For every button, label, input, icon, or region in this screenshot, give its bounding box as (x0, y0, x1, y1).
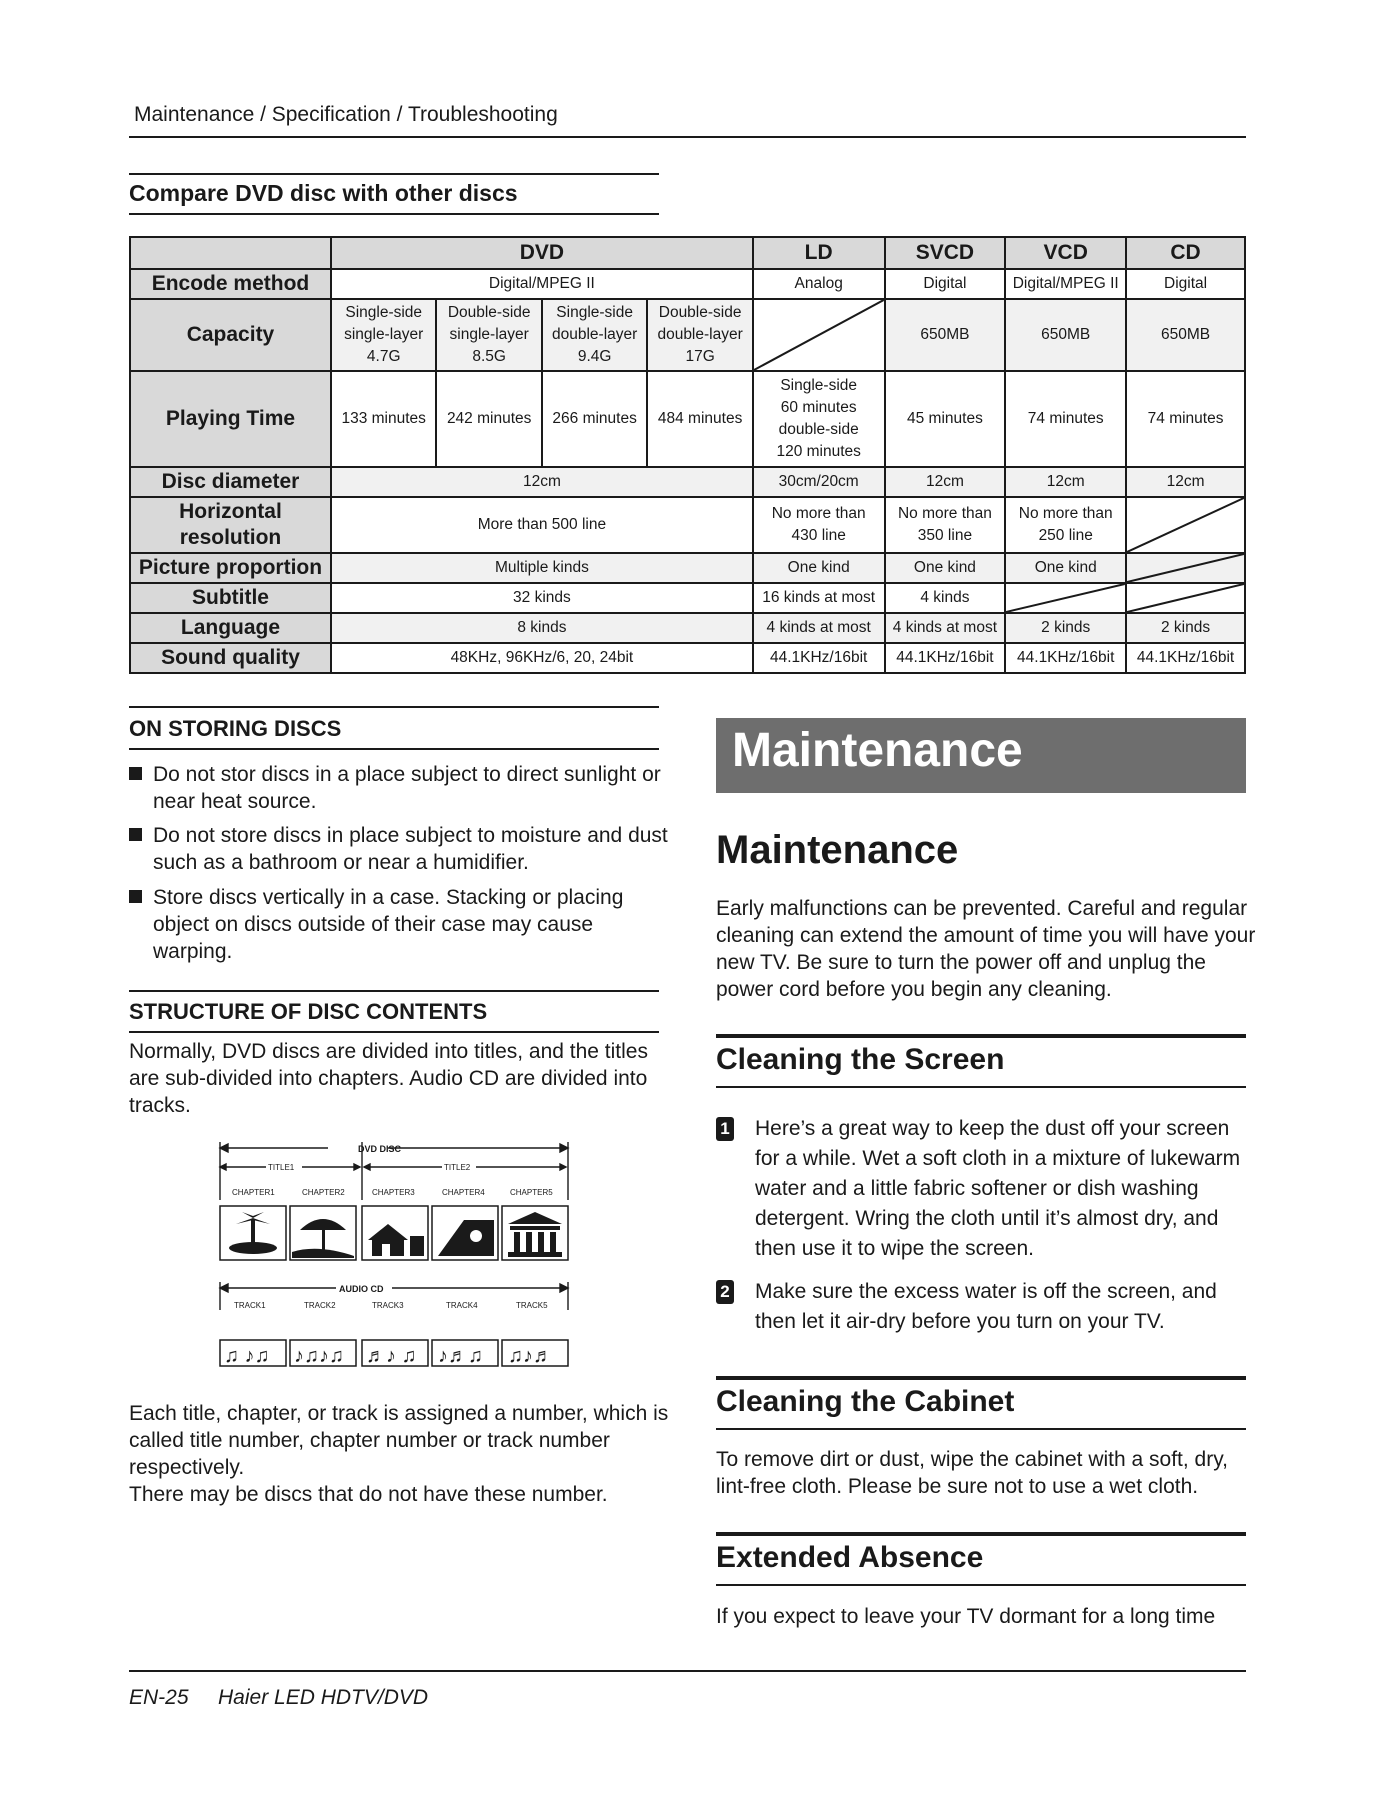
chapter-label: CHAPTER3 (372, 1188, 415, 1197)
absence-top-rule (716, 1532, 1246, 1536)
storing-top-rule (129, 706, 659, 708)
chapter-label: CHAPTER1 (232, 1188, 275, 1197)
row-header: Subtitle (130, 583, 331, 613)
cabinet-bottom-rule (716, 1428, 1246, 1430)
empty-slash-cell (1126, 583, 1245, 613)
absence-text: If you expect to leave your TV dormant for a long time (716, 1605, 1216, 1628)
table-row (130, 497, 1245, 553)
structure-bottom-rule (129, 1031, 659, 1033)
maintenance-intro: Early malfunctions can be prevented. Careful and regular cleaning can extend the amount of time you will have your new TV. Be sure to turn the power off and unplug the power cord before you begin any cleaning. (716, 897, 1256, 1001)
track-label: TRACK2 (304, 1301, 336, 1310)
empty-slash-cell (1005, 583, 1126, 613)
music-notes-icon: ♪♬♫ (438, 1345, 483, 1367)
track-label: TRACK3 (372, 1301, 404, 1310)
storing-title: ON STORING DISCS (129, 716, 342, 741)
dvd-disc-label: DVD DISC (358, 1144, 402, 1154)
table-header-row (130, 237, 1245, 269)
table-cell: 8 kinds (331, 613, 753, 643)
row-header: Encode method (130, 269, 331, 299)
music-notes-icon: ♪♫♪♫ (294, 1345, 344, 1367)
structure-top-rule (129, 990, 659, 992)
table-cell: No more than 250 line (1005, 497, 1126, 553)
table-row (130, 583, 1245, 613)
col-header-dvd: DVD (331, 237, 753, 269)
chapter-label: CHAPTER4 (442, 1188, 485, 1197)
compare-title-top-rule (129, 173, 659, 175)
music-notes-icon: ♫ ♪♫ (224, 1345, 270, 1367)
compare-title: Compare DVD disc with other discs (129, 180, 518, 206)
table-cell: Single-side single-layer 4.7G (331, 299, 436, 371)
screen-bottom-rule (716, 1086, 1246, 1088)
disc-structure-diagram (218, 1140, 570, 1372)
track-label: TRACK5 (516, 1301, 548, 1310)
table-row (130, 467, 1245, 497)
table-cell: Single-side double-layer 9.4G (542, 299, 647, 371)
table-cell: 44.1KHz/16bit (885, 643, 1006, 673)
bullet-square-icon (129, 767, 142, 780)
step-number: 1 (716, 1117, 734, 1141)
table-cell: 650MB (1005, 299, 1126, 371)
table-cell: 44.1KHz/16bit (1126, 643, 1245, 673)
table-cell: 242 minutes (436, 371, 541, 467)
cabinet-text: To remove dirt or dust, wipe the cabinet with a soft, dry, lint-free cloth. Please be sure not to use a wet cloth. (716, 1448, 1229, 1498)
audio-cd-label: AUDIO CD (339, 1284, 384, 1294)
table-cell: Multiple kinds (331, 553, 753, 583)
col-header-cd: CD (1126, 237, 1245, 269)
structure-note: There may be discs that do not have these number. (129, 1483, 608, 1506)
col-header-ld: LD (753, 237, 885, 269)
page-number: EN-25 (129, 1686, 189, 1709)
table-cell: 133 minutes (331, 371, 436, 467)
list-item: Store discs vertically in a case. Stacking or placing object on discs outside of their case may cause warping. (129, 884, 669, 965)
bullet-square-icon (129, 890, 142, 903)
storing-bottom-rule (129, 748, 659, 750)
table-cell: Digital/MPEG II (1005, 269, 1126, 299)
empty-slash-cell (1126, 497, 1245, 553)
table-cell: 12cm (1126, 467, 1245, 497)
chapter-label: CHAPTER2 (302, 1188, 345, 1197)
row-header: Capacity (130, 299, 331, 371)
maintenance-heading: Maintenance (716, 828, 959, 872)
header-rule (129, 136, 1246, 138)
table-cell: 44.1KHz/16bit (1005, 643, 1126, 673)
row-header: Horizontal resolution (130, 497, 331, 553)
compare-title-bottom-rule (129, 213, 659, 215)
table-cell: 266 minutes (542, 371, 647, 467)
table-cell: 2 kinds (1126, 613, 1245, 643)
row-header: Language (130, 613, 331, 643)
table-cell: 44.1KHz/16bit (753, 643, 885, 673)
cleaning-cabinet-title: Cleaning the Cabinet (716, 1385, 1015, 1418)
list-item: Do not stor discs in a place subject to direct sunlight or near heat source. (129, 761, 669, 815)
table-cell: 2 kinds (1005, 613, 1126, 643)
structure-outro: Each title, chapter, or track is assigned a number, which is called title number, chapter number or track number respectively. (129, 1402, 669, 1479)
table-cell: Digital (885, 269, 1006, 299)
chapter-label: CHAPTER5 (510, 1188, 553, 1197)
table-cell: No more than 350 line (885, 497, 1006, 553)
list-item: Do not store discs in place subject to moisture and dust such as a bathroom or near a humidifier. (129, 822, 669, 876)
table-cell: 4 kinds at most (753, 613, 885, 643)
table-cell: Single-side 60 minutes double-side 120 minutes (753, 371, 885, 467)
table-cell: 484 minutes (647, 371, 752, 467)
product-name: Haier LED HDTV/DVD (218, 1686, 429, 1709)
table-cell: 12cm (1005, 467, 1126, 497)
screen-top-rule (716, 1034, 1246, 1038)
table-cell: One kind (1005, 553, 1126, 583)
col-header-svcd: SVCD (885, 237, 1006, 269)
table-cell: Double-side double-layer 17G (647, 299, 752, 371)
table-row (130, 371, 1245, 467)
step-item: 1 Here’s a great way to keep the dust off your screen for a while. Wet a soft cloth in a mixture of lukewarm water and a little fabric softener or dish washing detergent. Wring the cloth until it’s almost dry, and then use it to wipe the screen. (716, 1114, 1246, 1264)
table-cell: 32 kinds (331, 583, 753, 613)
col-header-vcd: VCD (1005, 237, 1126, 269)
table-cell: 16 kinds at most (753, 583, 885, 613)
extended-absence-title: Extended Absence (716, 1541, 984, 1574)
row-header: Disc diameter (130, 467, 331, 497)
step-number: 2 (716, 1280, 734, 1304)
cabinet-top-rule (716, 1376, 1246, 1380)
table-cell: 74 minutes (1126, 371, 1245, 467)
music-notes-icon: ♫♪♬ (508, 1345, 553, 1367)
track-label: TRACK4 (446, 1301, 478, 1310)
title1-label: TITLE1 (268, 1163, 295, 1172)
footer-rule (129, 1670, 1246, 1672)
table-row (130, 643, 1245, 673)
table-cell: 74 minutes (1005, 371, 1126, 467)
row-header: Playing Time (130, 371, 331, 467)
table-cell: 650MB (1126, 299, 1245, 371)
table-cell: 12cm (885, 467, 1006, 497)
compare-table (129, 236, 1246, 674)
music-notes-icon: ♬♪ ♫ (366, 1345, 417, 1367)
banner-title: Maintenance (732, 724, 1023, 777)
bullet-square-icon (129, 828, 142, 841)
table-cell: 12cm (331, 467, 753, 497)
table-row (130, 613, 1245, 643)
structure-title: STRUCTURE OF DISC CONTENTS (129, 999, 488, 1024)
table-cell: 45 minutes (885, 371, 1006, 467)
table-cell: 4 kinds (885, 583, 1006, 613)
table-row (130, 553, 1245, 583)
table-cell: No more than 430 line (753, 497, 885, 553)
row-header: Sound quality (130, 643, 331, 673)
empty-slash-cell (1126, 553, 1245, 583)
table-cell: 650MB (885, 299, 1006, 371)
table-cell: 48KHz, 96KHz/6, 20, 24bit (331, 643, 753, 673)
step-item: 2 Make sure the excess water is off the screen, and then let it air-dry before you turn on your TV. (716, 1277, 1246, 1337)
table-cell: One kind (885, 553, 1006, 583)
header-breadcrumb: Maintenance / Specification / Troubleshooting (134, 103, 558, 126)
table-cell: 30cm/20cm (753, 467, 885, 497)
table-cell: 4 kinds at most (885, 613, 1006, 643)
absence-bottom-rule (716, 1584, 1246, 1586)
row-header: Picture proportion (130, 553, 331, 583)
table-cell: Digital (1126, 269, 1245, 299)
structure-intro: Normally, DVD discs are divided into titles, and the titles are sub-divided into chapters. Audio CD are divided into tracks. (129, 1040, 648, 1117)
table-cell: Analog (753, 269, 885, 299)
title2-label: TITLE2 (444, 1163, 471, 1172)
track-label: TRACK1 (234, 1301, 266, 1310)
empty-slash-cell (753, 299, 885, 371)
table-row (130, 269, 1245, 299)
table-row (130, 299, 1245, 371)
maintenance-banner (716, 718, 1246, 793)
table-cell: More than 500 line (331, 497, 753, 553)
table-cell: One kind (753, 553, 885, 583)
table-cell: Double-side single-layer 8.5G (436, 299, 541, 371)
table-cell: Digital/MPEG II (331, 269, 753, 299)
corner-cell (130, 237, 331, 269)
cleaning-screen-title: Cleaning the Screen (716, 1043, 1005, 1076)
